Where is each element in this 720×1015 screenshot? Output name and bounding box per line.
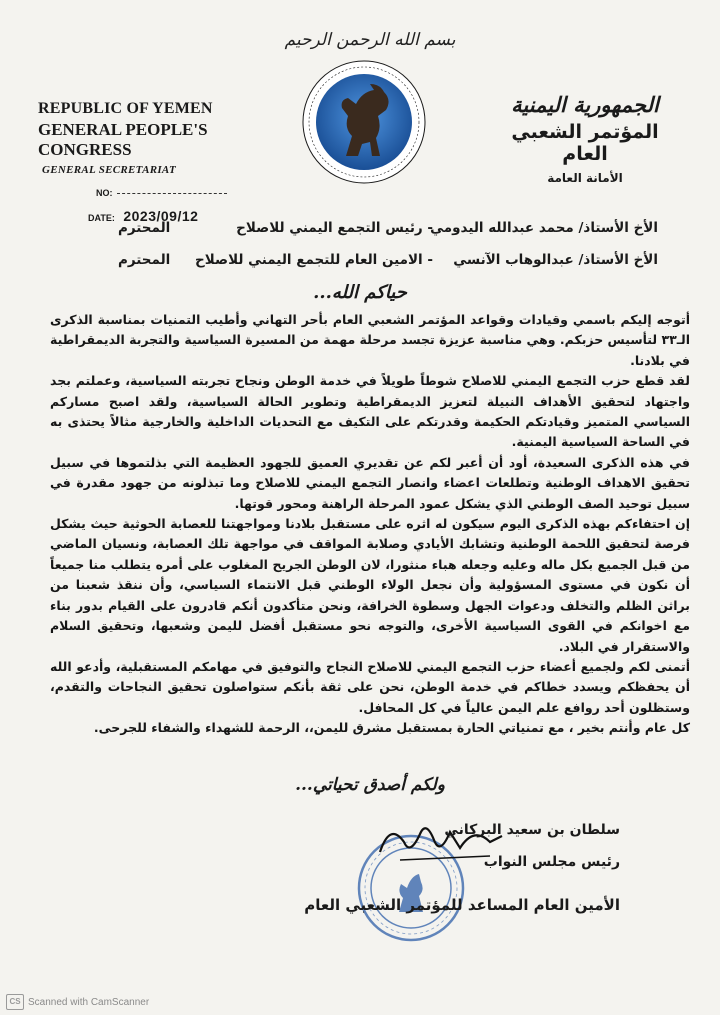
party-logo bbox=[300, 58, 428, 186]
addressee-row bbox=[118, 220, 658, 240]
signature-block bbox=[60, 812, 620, 922]
body-paragraph: أتوجه إليكم باسمي وقيادات وقواعد المؤتمر الشعبي العام بأحر التهاني وأطيب التمنيات بمناسبة الذكرى الـ٣٣ لتأسيس حزبكم. وهي مناسبة عزيزة تجسد مرحلة مهمة من المسيرة السياسية والتجربة الديمقراطية في بلادنا. bbox=[49, 312, 690, 368]
signatory-name: سلطان بن سعيد البركاني bbox=[444, 822, 620, 838]
country-name-en: REPUBLIC OF YEMEN bbox=[38, 100, 213, 117]
party-name-ar: المؤتمر الشعبي العام bbox=[511, 121, 659, 165]
reference-number-blank bbox=[117, 193, 227, 194]
body-paragraph: لقد قطع حزب التجمع اليمني للاصلاح شوطاً طويلاً في خدمة الوطن ونجاح تجربته السياسية، وعملتم بجد واجتهاد لتحقيق الأهداف النبيلة لتعزيز الديمقراطية وتطوير الحالة السياسية، ولقد اصبح مساركم السياسي المتميز وقيادتكم الحكيمة وقدرتكم على التكيف مع التحديات الداخلية والخارجية مثالاً يحتذى به في الساحة السياسية اليمنية. bbox=[50, 373, 690, 450]
department-ar: الأمانة العامة bbox=[547, 171, 623, 185]
reference-number-label: NO: bbox=[96, 188, 113, 198]
letter-body bbox=[50, 310, 690, 739]
signatory-title: رئيس مجلس النواب bbox=[483, 854, 620, 870]
addressee-name: الأخ الأستاذ/ عبدالوهاب الآنسي bbox=[453, 252, 658, 268]
scanner-watermark bbox=[6, 994, 149, 1010]
reference-number-row bbox=[96, 188, 268, 198]
department-en: GENERAL SECRETARIAT bbox=[42, 164, 176, 176]
body-paragraph: إن احتفاءكم بهذه الذكرى اليوم سيكون له اثره على مستقبل بلادنا ومواجهتنا للعصابة الحوثية حيث يشكل فرصة لتحقيق اللحمة الوطنية وتشابك الأيادي وصلابة المواقف في مواجهة تلك العصابة، ونسيان الماضي من قبل الجميع بكل ماله وعليه وجعله هباء منثورا، لان الوطن الجريح المغلوب على أمره يتطلب منا جميعاً أن نكون في مستوى المسؤولية وأن نجعل الولاء الوطني قبل الانتماء السياسي، وأن ننقذ شعبنا من براثن الظلم والتخلف ودعوات الجهل وسطوة الخرافة، ونحن متأكدون أنكم قادرون على القيام بدور بناء مع اخوانكم في القوى السياسية الأخرى، والتوجه نحو مستقبل أفضل لليمن وشعبها، وتحقيق السلام والاستقرار في البلاد. bbox=[50, 516, 690, 654]
addressee-position: - الامين العام للتجمع اليمني للاصلاح bbox=[195, 252, 433, 268]
greeting: حياكم الله... bbox=[313, 282, 407, 303]
signatory-role: الأمين العام المساعد للمؤتمر الشعبي العام bbox=[304, 896, 620, 914]
country-name-ar: الجمهورية اليمنية bbox=[511, 92, 659, 117]
addressee-position: - رئيس التجمع اليمني للاصلاح bbox=[236, 220, 433, 236]
party-name-en: GENERAL PEOPLE'S CONGRESS bbox=[38, 120, 208, 159]
letterhead-arabic bbox=[490, 92, 680, 185]
date-label: DATE: bbox=[88, 213, 115, 223]
addressee-honorific: المحترم bbox=[118, 252, 171, 268]
letterhead-english bbox=[38, 100, 268, 224]
watermark-text: Scanned with CamScanner bbox=[28, 996, 150, 1008]
addressee-honorific: المحترم bbox=[118, 220, 171, 236]
body-paragraph: أتمنى لكم ولجميع أعضاء حزب التجمع اليمني للاصلاح النجاح والتوفيق في مهامكم المستقبلية، وأدعو الله أن يحفظكم ويسدد خطاكم في خدمة الوطن، نحن على ثقة بأنكم ستواصلون تحقيق النجاحات والتقدم، وستظلون أحد روافع علم اليمن عالياً في كل المحافل. bbox=[50, 658, 690, 715]
closing-line: ولكم أصدق تحياتي... bbox=[295, 775, 445, 795]
body-paragraph: في هذه الذكرى السعيدة، أود أن أعبر لكم عن تقديري العميق للجهود العظيمة التي بذلتموها في سبيل تحقيق الاهداف الوطنية وتطلعات اعضاء وانصار التجمع اليمني للاصلاح وما تبذلونه من جهود مقدرة في سبيل توحيد الصف الوطني الذي يشكل عمود المرحلة الراهنة ومحور قوتها. bbox=[50, 454, 690, 511]
camscanner-icon: CS bbox=[6, 994, 24, 1010]
addressee-row bbox=[118, 252, 658, 272]
date-value: 2023/09/12 bbox=[123, 208, 199, 224]
body-paragraph: كل عام وأنتم بخير ، مع تمنياتي الحارة بمستقبل مشرق لليمن،، الرحمة للشهداء والشفاء للجرحى. bbox=[93, 720, 690, 736]
basmala: بسم الله الرحمن الرحيم bbox=[284, 30, 456, 50]
addressee-name: الأخ الأستاذ/ محمد عبدالله اليدومي bbox=[430, 220, 658, 236]
